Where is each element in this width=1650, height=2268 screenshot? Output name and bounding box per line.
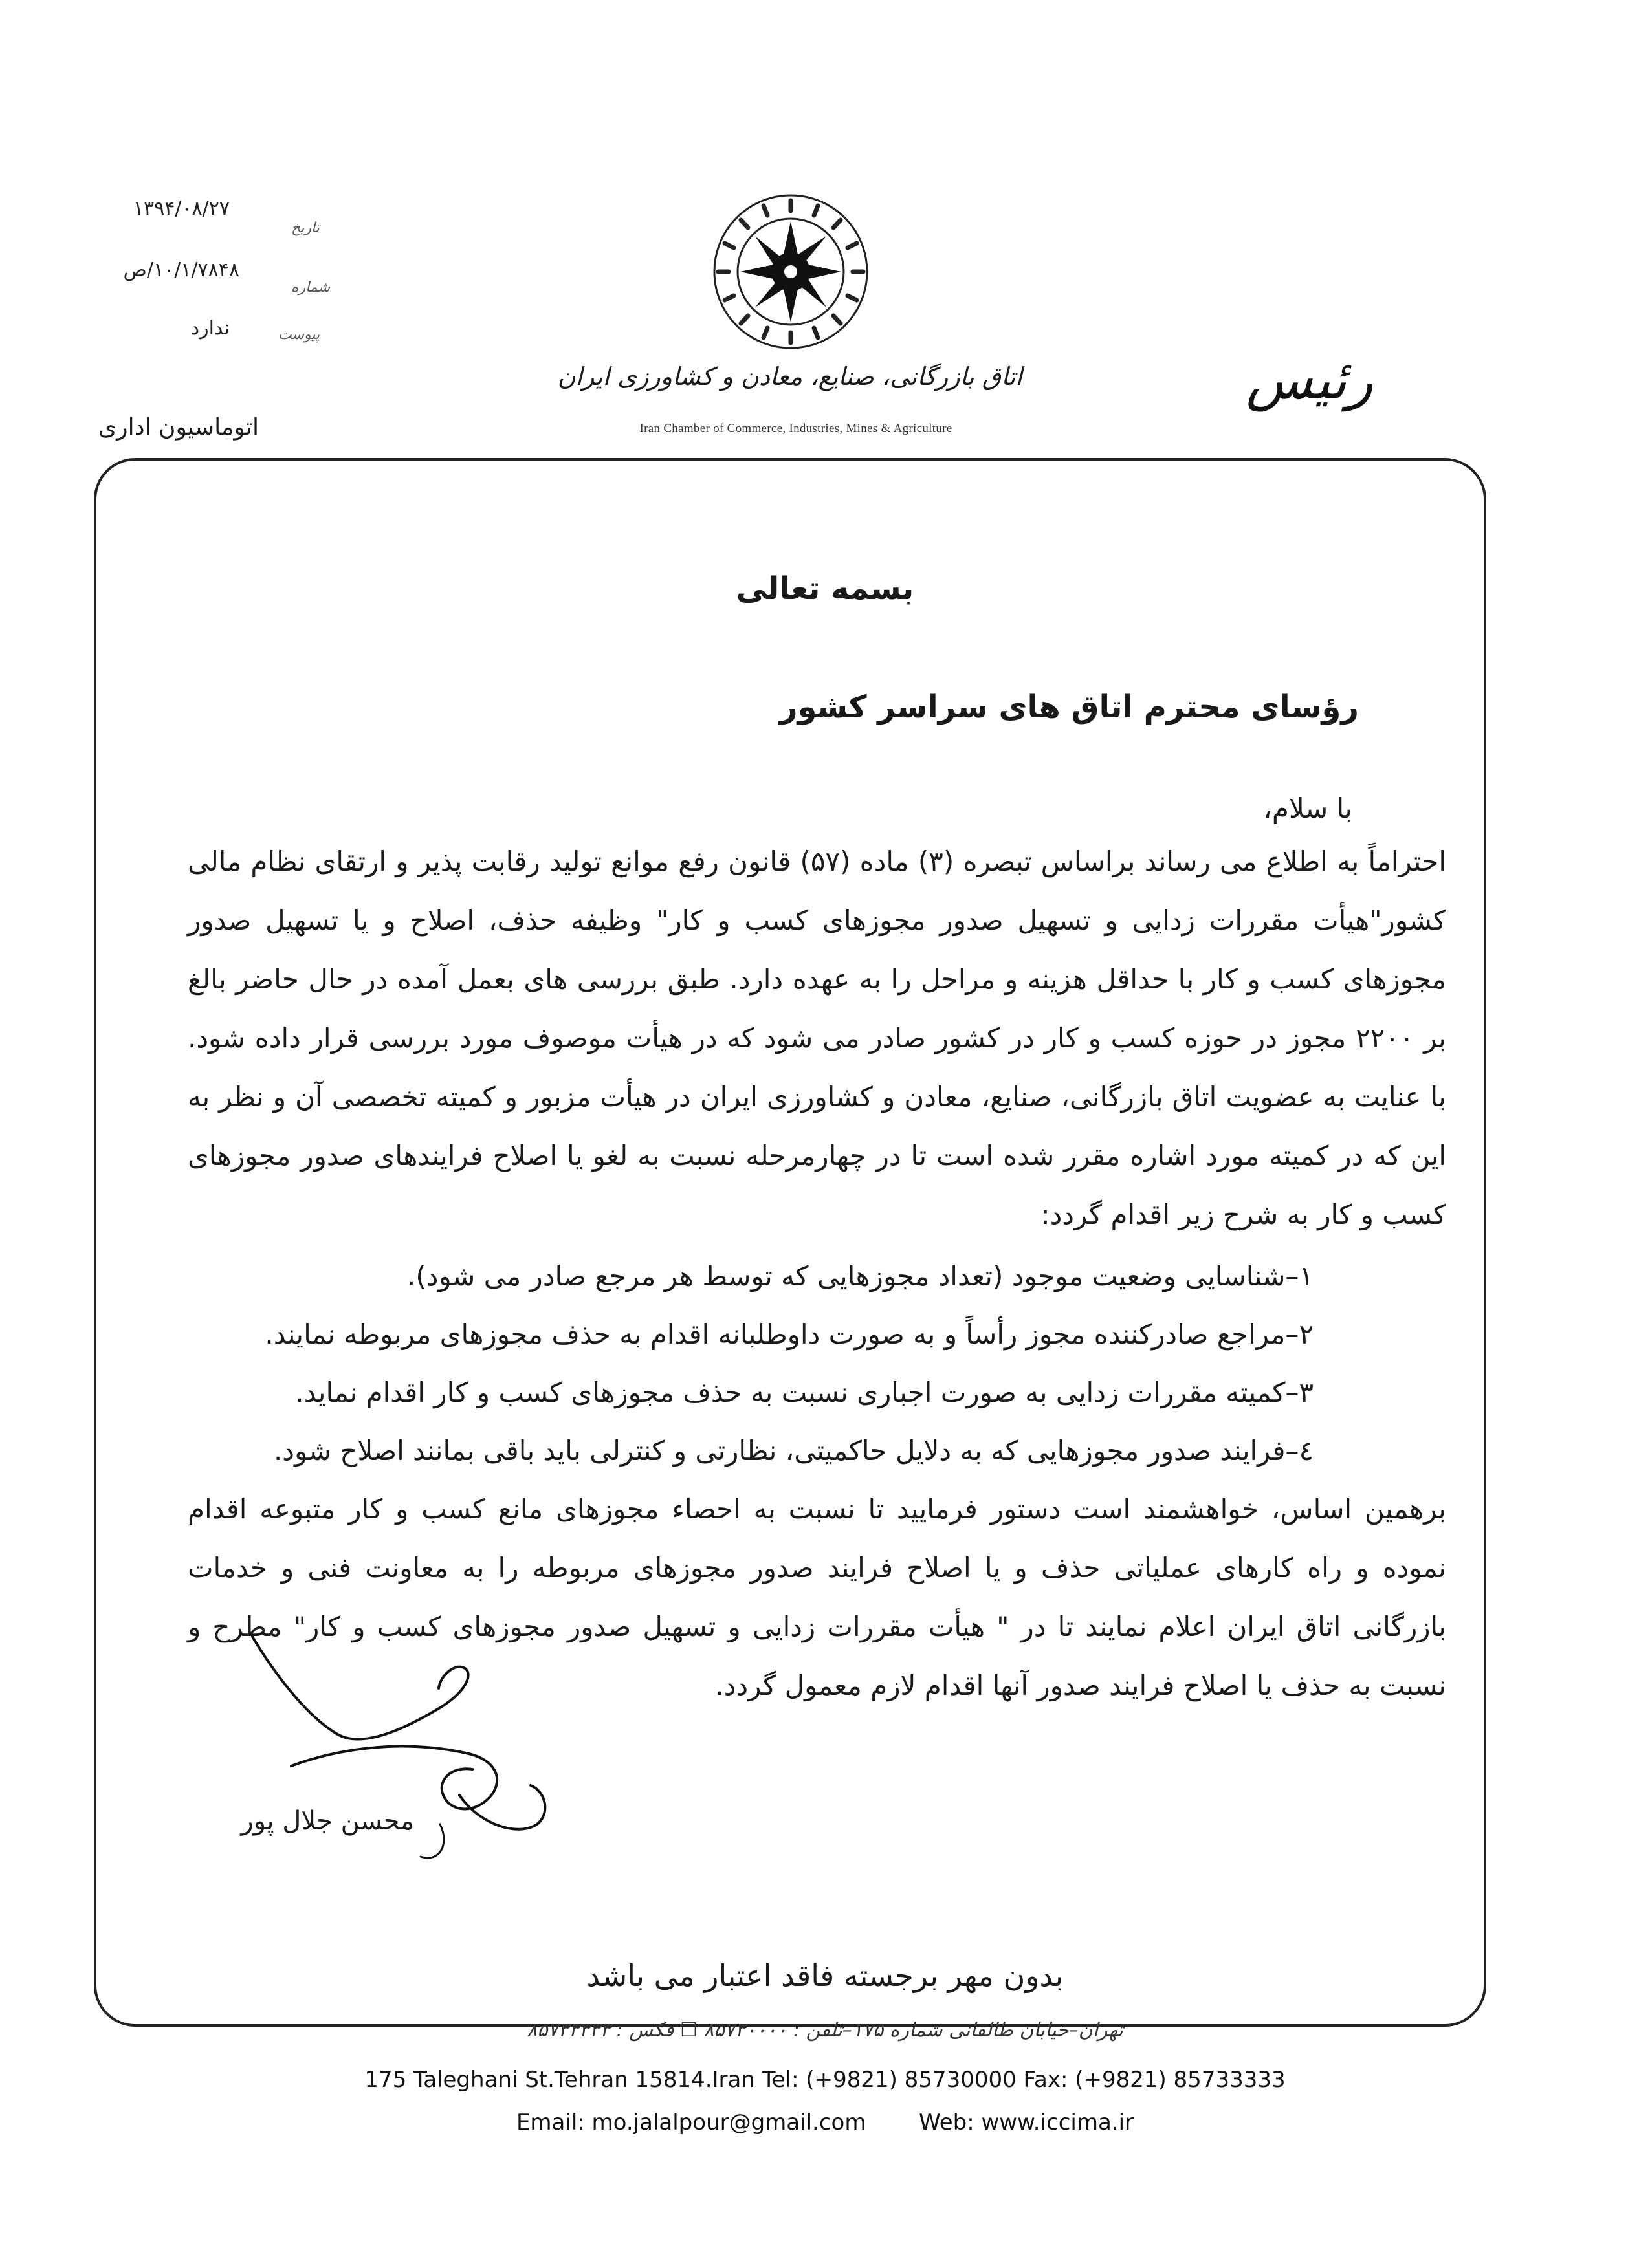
org-name-english: Iran Chamber of Commerce, Industries, Mines & Agriculture [639, 422, 952, 435]
list-item-2: ۲–مراجع صادرکننده مجوز رأساً و به صورت داوطلبانه اقدام به حذف مجوزهای مربوطه نمایند. [265, 1318, 1314, 1350]
address-english: 175 Taleghani St.Tehran 15814.Iran Tel: (+9821) 85730000 Fax: (+9821) 85733333 [364, 2067, 1286, 2093]
body-paragraph-2: برهمین اساس، خواهشمند است دستور فرمایید تا نسبت به احصاء مجوزهای مانع کسب و کار متبوعه اقدام نموده و راه کارهای عملیاتی حذف و یا اصلاح فرایند صدور مجوزهای مربوطه را به معاونت فنی و خدمات بازرگانی اتاق ایران اعلام نمایند تا در " هیأت مقررات زدایی و تسهیل صدور مجوزهای کسب و کار" مطرح و نسبت به حذف یا اصلاح فرایند صدور آنها اقدام لازم معمول گردد. [188, 1493, 1446, 1701]
signer-name: محسن جلال پور [241, 1806, 414, 1836]
email-link[interactable]: Email: mo.jalalpour@gmail.com [516, 2110, 866, 2135]
list-item-3: ۳–کمیته مقررات زدایی به صورت اجباری نسبت به حذف مجوزهای کسب و کار اقدام نماید. [295, 1377, 1314, 1408]
greeting-line: با سلام، [1263, 792, 1352, 824]
validity-note: بدون مهر برجسته فاقد اعتبار می باشد [586, 1958, 1064, 1993]
president-title: رئیس [1246, 348, 1373, 411]
chamber-emblem-icon [707, 188, 875, 356]
chamber-logo [707, 188, 875, 356]
contact-line [0, 2110, 1650, 2135]
body-paragraph-1: احتراماً به اطلاع می رساند براساس تبصره (۳) ماده (۵۷) قانون رفع موانع تولید رقابت پذیر و ارتقای نظام مالی کشور"هیأت مقررات زدایی و تسهیل صدور مجوزهای کسب و کار" وظیفه حذف، اصلاح و یا تسهیل صدور مجوزهای کسب و کار با حداقل هزینه و مراحل را به عهده دارد. طبق بررسی های بعمل آمده در حال حاضر بالغ بر ۲۲۰۰ مجوز در حوزه کسب و کار در کشور صادر می شود که در هیأت موصوف مورد بررسی قرار داده شود. با عنایت به عضویت اتاق بازرگانی، صنایع، معادن و کشاورزی ایران در هیأت مزبور و کمیته تخصصی آن و نظر به این که در کمیته مورد اشاره مقرر شده است تا در چهارمرحله نسبت به لغو یا اصلاح فرایندهای صدور مجوزهای کسب و کار به شرح زیر اقدام گردد: [188, 845, 1446, 1230]
web-link[interactable]: Web: www.iccima.ir [919, 2110, 1134, 2135]
address-persian: تهران–خیابان طالقانی شماره ۱۷۵–تلفن : ۸۵۷۳۰۰۰۰ ☐ فکس : ۸۵۷۳۳۳۳۳ [527, 2019, 1123, 2042]
department-label: اتوماسیون اداری [98, 414, 259, 441]
list-item-1: ۱–شناسایی وضعیت موجود (تعداد مجوزهایی که توسط هر مرجع صادر می شود). [407, 1260, 1314, 1292]
letter-number-value: ۱۰/۱/۷۸۴۸/ص [123, 259, 239, 281]
bismillah-heading: بسمه تعالی [736, 571, 914, 607]
org-name-persian: اتاق بازرگانی، صنایع، معادن و کشاورزی ایران [557, 362, 1022, 391]
attachment-value: ندارد [190, 317, 230, 340]
date-label: تاریخ [291, 220, 320, 236]
handwritten-signature [194, 1630, 556, 1876]
date-value: ۱۳۹۴/۰۸/۲۷ [133, 197, 230, 220]
letter-number-label: شماره [291, 279, 331, 296]
list-item-4: ٤–فرایند صدور مجوزهایی که به دلایل حاکمیتی، نظارتی و کنترلی باید باقی بمانند اصلاح شود. [273, 1435, 1314, 1467]
addressee-line: رؤسای محترم اتاق های سراسر کشور [780, 689, 1359, 725]
attachment-label: پیوست [278, 327, 320, 343]
